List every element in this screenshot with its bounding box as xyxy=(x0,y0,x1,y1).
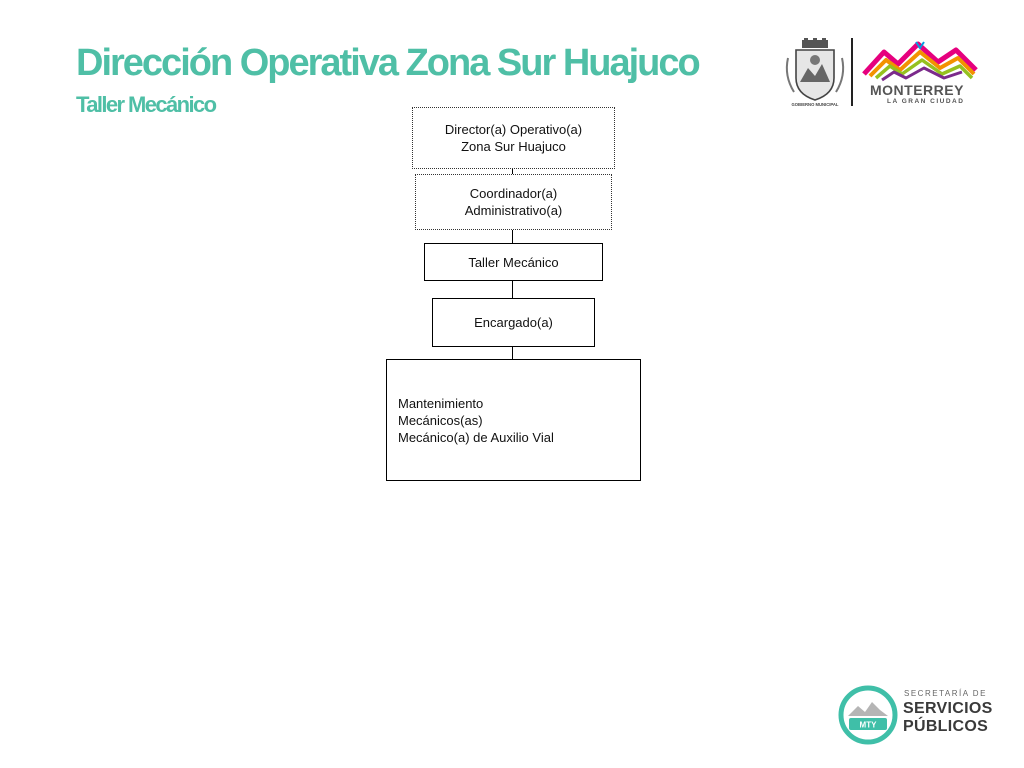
coordinador-area: Administrativo(a) xyxy=(464,203,563,218)
connector-taller-encargado xyxy=(512,280,513,299)
servicios-publicos-logo xyxy=(838,684,1008,746)
coordinador-title: Coordinador(a) xyxy=(469,186,558,201)
taller-box xyxy=(424,243,603,281)
taller-label: Taller Mecánico xyxy=(468,254,559,270)
connector-coordinador-taller xyxy=(512,229,513,244)
staff-box xyxy=(386,359,641,481)
servicios-line2: PÚBLICOS xyxy=(903,718,989,735)
director-title: Director(a) Operativo(a) xyxy=(444,122,583,137)
monterrey-tagline: LA GRAN CIUDAD xyxy=(887,98,965,105)
staff-item-mantenimiento: Mantenimiento xyxy=(398,395,484,411)
monterrey-logo xyxy=(860,38,984,108)
coordinador-box xyxy=(415,174,612,230)
staff-item-mecanicos: Mecánicos(as) xyxy=(398,412,483,428)
servicios-line1: SERVICIOS xyxy=(903,700,993,717)
circle-mountain-icon xyxy=(838,684,898,746)
mty-badge: MTY xyxy=(859,720,877,730)
connector-encargado-staff xyxy=(512,346,513,359)
municipal-logo xyxy=(782,38,848,108)
mountain-stripes-icon xyxy=(860,38,984,82)
municipal-caption: GOBIERNO MUNICIPAL xyxy=(791,102,839,107)
coat-of-arms-icon xyxy=(782,38,848,108)
encargado-label: Encargado(a) xyxy=(474,315,553,330)
encargado-box xyxy=(432,298,595,347)
servicios-kicker: SECRETARÍA DE xyxy=(904,689,987,698)
page-title: Dirección Operativa Zona Sur Huajuco xyxy=(76,42,699,84)
page-subtitle: Taller Mecánico xyxy=(76,92,216,117)
monterrey-wordmark: MONTERREY xyxy=(870,82,964,98)
logo-divider xyxy=(851,38,853,106)
director-zone: Zona Sur Huajuco xyxy=(461,139,566,154)
director-box xyxy=(412,107,615,169)
staff-item-auxilio-vial: Mecánico(a) de Auxilio Vial xyxy=(398,429,554,445)
